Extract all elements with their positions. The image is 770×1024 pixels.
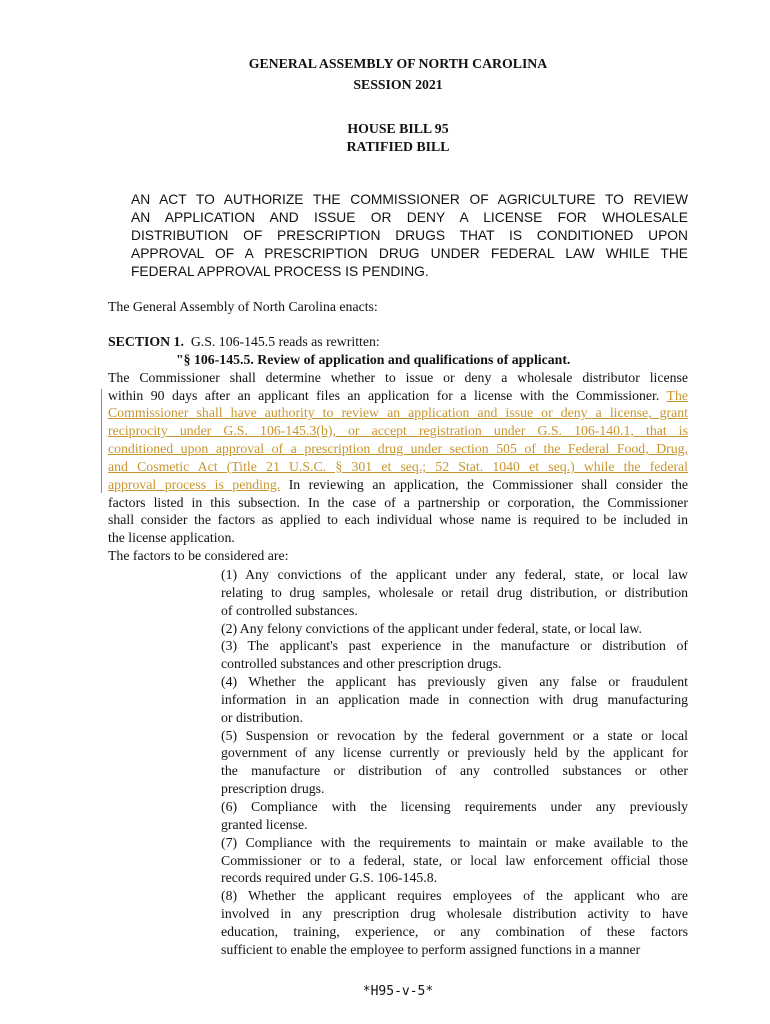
section-label: SECTION 1. [108,334,184,349]
factor-line: or distribution. [221,709,304,725]
factor-line: (1) Any convictions of the applicant under any federal, state, or local law [221,567,688,582]
paragraph-line: factors listed in this subsection. In the case of a partnership or corporation, the Commissioner [108,494,688,510]
factor-item [221,834,688,888]
factor-line: (8) Whether the applicant requires employees of the applicant who are [221,888,688,904]
document-code: *H95-v-5* [362,984,434,999]
factor-line: government of any license currently or previously held by the applicant for [221,745,688,761]
assembly-heading: GENERAL ASSEMBLY OF NORTH CAROLINA [248,56,548,71]
factor-line: (2) Any felony convictions of the applicant under federal, state, or local law. [221,620,642,636]
paragraph-line [108,476,688,494]
factor-line: (6) Compliance with the licensing requirements under any previously [221,798,688,814]
factor-line: (3) The applicant's past experience in the manufacture or distribution of [221,638,688,654]
act-title-line: AN ACT TO AUTHORIZE THE COMMISSIONER OF AGRICULTURE TO REVIEW [131,192,688,207]
factor-line: sufficient to enable the employee to perform assigned functions in a manner [221,941,641,957]
factor-line: (5) Suspension or revocation by the federal government or a state or local [221,727,688,743]
factor-line: information in an application made in connection with drug manufacturing [221,691,688,707]
factor-line: controlled substances and other prescription drugs. [221,656,502,672]
factor-line: the manufacture or distribution of any controlled substances or other [221,763,688,779]
factor-line: of controlled substances. [221,602,358,618]
section-1 [108,333,688,565]
session-heading: SESSION 2021 [353,77,443,92]
inserted-line: and Cosmetic Act (Title 21 U.S.C. § 301 et seq.; 52 Stat. 1040 et seq.) while the federal [108,458,688,474]
act-title-line: DISTRIBUTION OF PRESCRIPTION DRUGS THAT IS CONDITIONED UPON [131,228,688,243]
factors-list [221,566,688,959]
factor-line: relating to drug samples, wholesale or retail drug distribution, or distribution [221,584,688,600]
factor-item [221,673,688,727]
paragraph-line: shall consider the factors as applied to each individual whose name is required to be included in [108,512,688,528]
act-title [131,191,688,281]
paragraph-line [108,387,688,405]
paragraph-line: The Commissioner shall determine whether to issue or deny a wholesale distributor license [108,369,688,385]
factor-item [221,798,688,834]
bill-status-heading: RATIFIED BILL [346,139,450,154]
factor-line: Commissioner or to a federal, state, or local law enforcement official those [221,852,688,868]
factors-intro: The factors to be considered are: [108,548,289,564]
inserted-line: Commissioner shall have authority to review an application and issue or deny a license, grant [108,405,688,421]
factor-line: records required under G.S. 106-145.8. [221,870,438,886]
plain-text: within 90 days after an applicant files an application for a license with the Commissioner. [108,387,660,403]
factor-item [221,566,688,620]
factor-item [221,727,688,798]
act-title-line: AN APPLICATION AND ISSUE OR DENY A LICENSE FOR WHOLESALE [131,210,688,225]
act-title-line: FEDERAL APPROVAL PROCESS IS PENDING. [131,264,429,279]
paragraph-line: the license application. [108,530,235,546]
change-bar [101,389,102,493]
inserted-line: conditioned upon approval of a prescription drug under section 505 of the Federal Food, Drug, [108,441,688,457]
enacting-clause: The General Assembly of North Carolina enacts: [108,299,378,314]
factor-item [221,620,688,638]
plain-text: In reviewing an application, the Commissioner shall consider the [288,476,688,492]
factor-line: involved in any prescription drug wholesale distribution activity to have [221,906,688,922]
factor-line: prescription drugs. [221,781,325,797]
inserted-text: The [666,387,688,403]
section-text: G.S. 106-145.5 reads as rewritten: [190,334,380,349]
section-1-line [108,333,688,351]
statute-heading: "§ 106-145.5. Review of application and qualifications of applicant. [176,351,571,367]
inserted-text: approval process is pending. [108,476,281,492]
factor-line: granted license. [221,816,308,832]
bill-number-heading: HOUSE BILL 95 [347,121,449,136]
factor-item [221,887,688,958]
factor-line: (7) Compliance with the requirements to maintain or make available to the [221,834,688,850]
factor-line: education, training, experience, or any combination of these factors [221,923,688,939]
factor-item [221,637,688,673]
inserted-line: reciprocity under G.S. 106-145.3(b), or accept registration under G.S. 106-140.1, that is [108,423,688,439]
factor-line: (4) Whether the applicant has previously given any false or fraudulent [221,674,688,690]
act-title-line: APPROVAL OF A PRESCRIPTION DRUG UNDER FEDERAL LAW WHILE THE [131,246,688,261]
